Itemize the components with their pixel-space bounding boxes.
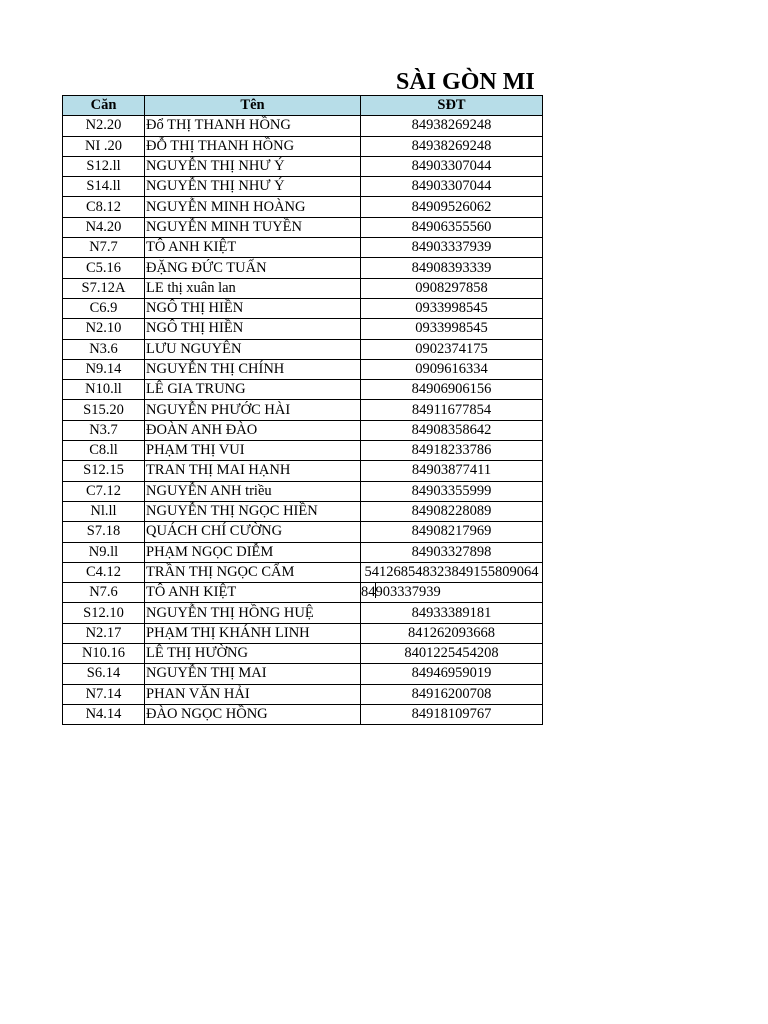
table-row (63, 177, 543, 197)
cell-sdt[interactable]: 84916200708 (361, 684, 543, 704)
table-row (63, 116, 543, 136)
cell-sdt[interactable]: 8401225454208 (361, 644, 543, 664)
table-row (63, 217, 543, 237)
table-row (63, 400, 543, 420)
cell-sdt[interactable]: 84918109767 (361, 704, 543, 724)
cell-sdt[interactable]: 0909616334 (361, 359, 543, 379)
table-row (63, 156, 543, 176)
cell-ten[interactable]: ĐÀO NGỌC HỒNG (145, 704, 361, 724)
cell-ten[interactable]: LÊ GIA TRUNG (145, 380, 361, 400)
table-row (63, 359, 543, 379)
cell-can[interactable]: N4.14 (63, 704, 145, 724)
cell-sdt[interactable]: 84903337939 (361, 238, 543, 258)
cell-ten[interactable]: ĐOÀN ANH ĐÀO (145, 420, 361, 440)
cell-ten[interactable]: LƯU NGUYÊN (145, 339, 361, 359)
cell-can[interactable]: N10.ll (63, 380, 145, 400)
cell-sdt[interactable]: 0933998545 (361, 298, 543, 318)
cell-ten[interactable]: LE thị xuân lan (145, 278, 361, 298)
cell-ten[interactable]: NGÔ THỊ HIỀN (145, 298, 361, 318)
table-row (63, 481, 543, 501)
cell-ten[interactable]: NGUYỄN PHƯỚC HÀI (145, 400, 361, 420)
cell-can[interactable]: N2.20 (63, 116, 145, 136)
cell-can[interactable]: S6.14 (63, 664, 145, 684)
cell-can[interactable]: N4.20 (63, 217, 145, 237)
cell-can[interactable]: N9.14 (63, 359, 145, 379)
cell-ten[interactable]: PHẠM THỊ KHÁNH LINH (145, 623, 361, 643)
cell-ten[interactable]: TRAN THỊ MAI HẠNH (145, 461, 361, 481)
table-row (63, 380, 543, 400)
cell-can[interactable]: C8.12 (63, 197, 145, 217)
table-row (63, 501, 543, 521)
cell-sdt[interactable]: 84903307044 (361, 156, 543, 176)
header-row (63, 96, 543, 116)
table-row (63, 319, 543, 339)
cell-can[interactable]: S12.ll (63, 156, 145, 176)
cell-can[interactable]: N3.6 (63, 339, 145, 359)
table-row (63, 603, 543, 623)
cell-sdt[interactable]: 541268548323849155809064 (361, 562, 543, 582)
cell-ten[interactable]: TÔ ANH KIỆT (145, 238, 361, 258)
edit-text-before-cursor: 84 (361, 584, 376, 601)
table-row (63, 339, 543, 359)
table-row (63, 258, 543, 278)
cell-can[interactable]: S12.15 (63, 461, 145, 481)
table-row (63, 278, 543, 298)
table-row (63, 664, 543, 684)
cell-sdt[interactable]: 841262093668 (361, 623, 543, 643)
cell-can[interactable]: C4.12 (63, 562, 145, 582)
cell-sdt[interactable]: 84946959019 (361, 664, 543, 684)
cell-ten[interactable]: NGUYỄN THỊ CHÍNH (145, 359, 361, 379)
cell-ten[interactable]: Đổ THỊ THANH HỒNG (145, 116, 361, 136)
cell-sdt[interactable]: 84933389181 (361, 603, 543, 623)
cell-ten[interactable]: TRẦN THỊ NGỌC CẨM (145, 562, 361, 582)
cell-ten[interactable]: ĐỖ THỊ THANH HỒNG (145, 136, 361, 156)
cell-sdt[interactable]: 84918233786 (361, 441, 543, 461)
cell-sdt[interactable]: 84908217969 (361, 522, 543, 542)
cell-sdt[interactable]: 84938269248 (361, 116, 543, 136)
cell-sdt[interactable]: 84906355560 (361, 217, 543, 237)
edit-text-after-cursor: 903337939 (375, 584, 441, 601)
cell-sdt[interactable]: 84908228089 (361, 501, 543, 521)
cell-can[interactable]: N7.6 (63, 583, 145, 603)
cell-ten[interactable]: NGUYỄN THỊ HỒNG HUỆ (145, 603, 361, 623)
cell-can[interactable]: NI .20 (63, 136, 145, 156)
cell-can[interactable]: C7.12 (63, 481, 145, 501)
contact-table (62, 95, 543, 725)
table-row (63, 623, 543, 643)
cell-can[interactable]: N7.14 (63, 684, 145, 704)
table-row (63, 420, 543, 440)
cell-can[interactable]: S15.20 (63, 400, 145, 420)
table-row (63, 583, 543, 603)
cell-can[interactable]: N3.7 (63, 420, 145, 440)
cell-can[interactable]: S7.12A (63, 278, 145, 298)
cell-sdt[interactable]: 0902374175 (361, 339, 543, 359)
cell-sdt[interactable]: 84903327898 (361, 542, 543, 562)
cell-sdt[interactable]: 84906906156 (361, 380, 543, 400)
header-ten[interactable]: Tên (145, 96, 361, 116)
cell-can[interactable]: N10.16 (63, 644, 145, 664)
cell-sdt[interactable]: 84938269248 (361, 136, 543, 156)
cell-ten[interactable]: ĐẶNG ĐỨC TUẤN (145, 258, 361, 278)
cell-can[interactable]: N2.17 (63, 623, 145, 643)
table-row (63, 461, 543, 481)
table-row (63, 644, 543, 664)
header-sdt[interactable]: SĐT (361, 96, 543, 116)
table-body (63, 116, 543, 725)
cell-sdt[interactable]: 84911677854 (361, 400, 543, 420)
cell-ten[interactable]: NGUYỄN MINH TUYỀN (145, 217, 361, 237)
cell-ten[interactable]: NGUYỄN MINH HOÀNG (145, 197, 361, 217)
cell-sdt[interactable]: 0908297858 (361, 278, 543, 298)
cell-sdt[interactable]: 84903877411 (361, 461, 543, 481)
cell-can[interactable]: C6.9 (63, 298, 145, 318)
cell-ten[interactable]: NGUYỄN ANH triều (145, 481, 361, 501)
cell-ten[interactable]: NGUYỄN THỊ NHƯ Ý (145, 177, 361, 197)
cell-sdt[interactable]: 84908393339 (361, 258, 543, 278)
cell-ten[interactable]: NGUYỄN THỊ NHƯ Ý (145, 156, 361, 176)
cell-sdt[interactable]: 84903307044 (361, 177, 543, 197)
cell-ten[interactable]: LÊ THỊ HƯỜNG (145, 644, 361, 664)
table-row (63, 238, 543, 258)
cell-ten[interactable]: PHẠM THỊ VUI (145, 441, 361, 461)
cell-sdt[interactable]: 0933998545 (361, 319, 543, 339)
cell-ten[interactable]: PHẠM NGỌC DIỄM (145, 542, 361, 562)
header-can[interactable]: Căn (63, 96, 145, 116)
cell-can[interactable]: S7.18 (63, 522, 145, 542)
table-row (63, 562, 543, 582)
cell-ten[interactable]: PHAN VĂN HẢI (145, 684, 361, 704)
table-row (63, 684, 543, 704)
cell-can[interactable]: S12.10 (63, 603, 145, 623)
cell-can[interactable]: Nl.ll (63, 501, 145, 521)
table-row (63, 441, 543, 461)
cell-can[interactable]: N2.10 (63, 319, 145, 339)
table-row (63, 197, 543, 217)
cell-ten[interactable]: TÔ ANH KIỆT (145, 583, 361, 603)
table-row (63, 298, 543, 318)
cell-can[interactable]: N7.7 (63, 238, 145, 258)
cell-sdt[interactable]: 84903355999 (361, 481, 543, 501)
cell-ten[interactable]: NGUYỄN THỊ MAI (145, 664, 361, 684)
table-row (63, 542, 543, 562)
cell-can[interactable]: S14.ll (63, 177, 145, 197)
cell-sdt-editing[interactable] (361, 583, 543, 603)
cell-ten[interactable]: NGÔ THỊ HIỀN (145, 319, 361, 339)
table-row (63, 704, 543, 724)
title-area (62, 66, 542, 96)
cell-sdt[interactable]: 84909526062 (361, 197, 543, 217)
cell-can[interactable]: C8.ll (63, 441, 145, 461)
cell-ten[interactable]: NGUYỄN THỊ NGỌC HIỀN (145, 501, 361, 521)
table-row (63, 136, 543, 156)
cell-can[interactable]: C5.16 (63, 258, 145, 278)
cell-ten[interactable]: QUÁCH CHÍ CƯỜNG (145, 522, 361, 542)
cell-sdt[interactable]: 84908358642 (361, 420, 543, 440)
table-row (63, 522, 543, 542)
document-title: SÀI GÒN MI (396, 69, 535, 95)
cell-can[interactable]: N9.ll (63, 542, 145, 562)
